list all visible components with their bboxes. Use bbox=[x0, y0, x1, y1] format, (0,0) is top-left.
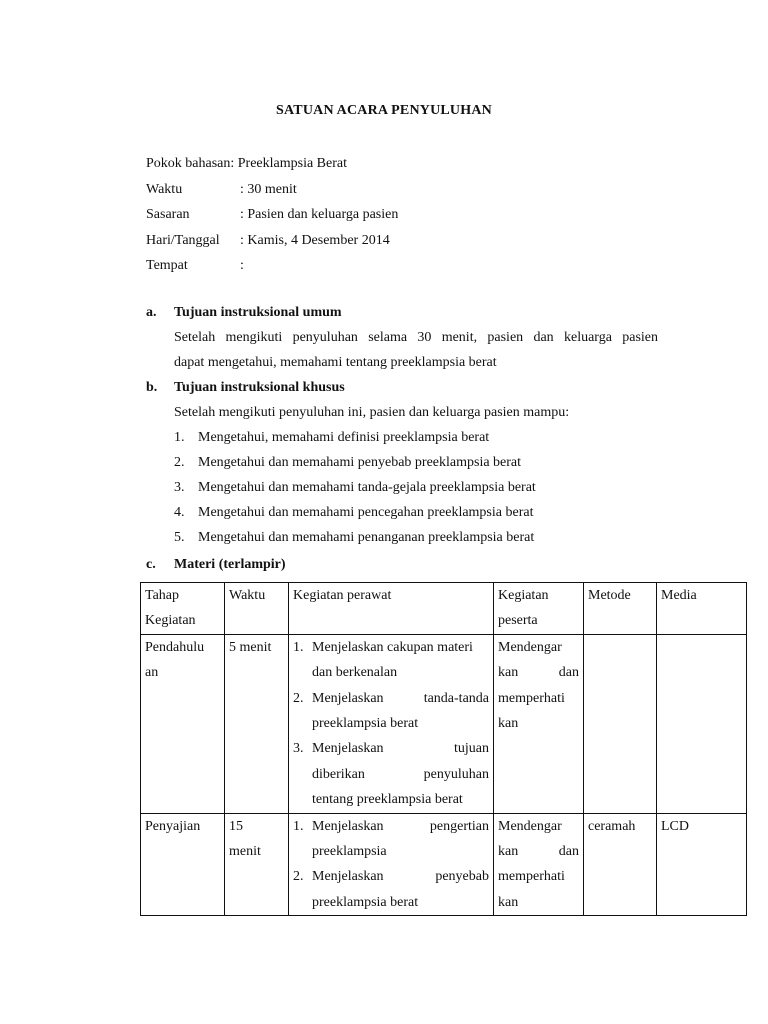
column-header-kegiatan-peserta bbox=[494, 583, 584, 635]
cell-line: Mendengar bbox=[498, 818, 562, 834]
cell-waktu bbox=[225, 634, 289, 813]
header-line: Kegiatan bbox=[498, 588, 549, 603]
header-line: Kegiatan bbox=[145, 613, 196, 629]
cell-media bbox=[657, 634, 747, 813]
activity-line: Menjelaskan pengertian bbox=[312, 818, 489, 834]
activity-number: 2. bbox=[293, 869, 304, 885]
document-title: SATUAN ACARA PENYULUHAN bbox=[276, 103, 492, 118]
cell-line: 15 bbox=[229, 818, 243, 834]
meta-row-tempat bbox=[146, 253, 398, 279]
activity-line: dan berkenalan bbox=[312, 665, 398, 681]
activity-number: 1. bbox=[293, 818, 304, 834]
cell-line: kan bbox=[498, 894, 519, 910]
section-letter: c. bbox=[146, 557, 156, 572]
column-header-waktu bbox=[225, 583, 289, 635]
cell-metode bbox=[584, 813, 657, 916]
column-header-metode bbox=[584, 583, 657, 635]
meta-row-hari-tanggal bbox=[146, 228, 398, 254]
list-text: Mengetahui dan memahami pencegahan preeklampsia berat bbox=[198, 505, 534, 520]
activity-number: 1. bbox=[293, 639, 304, 655]
cell-kegiatan-perawat bbox=[289, 634, 494, 813]
cell-line bbox=[661, 635, 742, 660]
section-heading-text: Tujuan instruksional khusus bbox=[174, 380, 345, 395]
list-text: Mengetahui dan memahami penanganan preeklampsia berat bbox=[198, 530, 535, 545]
list-text: Mengetahui, memahami definisi preeklampsia berat bbox=[198, 430, 490, 445]
cell-kegiatan-peserta bbox=[494, 634, 584, 813]
cell-kegiatan-peserta bbox=[494, 813, 584, 916]
meta-value: Preeklampsia Berat bbox=[237, 156, 348, 171]
table-row bbox=[141, 634, 747, 813]
list-item bbox=[174, 500, 658, 525]
paragraph-line: Setelah mengikuti penyuluhan selama 30 menit, pasien dan keluarga pasien bbox=[174, 330, 658, 345]
cell-line: an bbox=[145, 665, 159, 681]
header-line: Metode bbox=[588, 588, 631, 603]
section-heading-text: Tujuan instruksional umum bbox=[174, 305, 342, 320]
cell-line: memperhati bbox=[498, 869, 565, 885]
meta-value: : Kamis, 4 Desember 2014 bbox=[240, 232, 390, 248]
list-item bbox=[174, 475, 658, 500]
list-number: 4. bbox=[174, 505, 185, 520]
section-letter: a. bbox=[146, 305, 157, 320]
section-heading bbox=[146, 552, 658, 577]
list-item bbox=[174, 450, 658, 475]
activity-line: tentang preeklampsia berat bbox=[312, 792, 463, 808]
meta-key: Tempat bbox=[146, 258, 188, 273]
cell-line: ceramah bbox=[588, 818, 636, 834]
meta-row-sasaran bbox=[146, 202, 398, 228]
cell-line: Penyajian bbox=[145, 818, 201, 834]
cell-tahap bbox=[141, 634, 225, 813]
meta-key: Sasaran bbox=[146, 207, 190, 222]
activity-item bbox=[293, 864, 489, 915]
cell-tahap bbox=[141, 813, 225, 916]
activity-line: Menjelaskan tanda-tanda bbox=[312, 690, 489, 706]
header-line: Media bbox=[661, 588, 697, 603]
cell-waktu bbox=[225, 813, 289, 916]
activity-list bbox=[293, 814, 489, 916]
meta-row-pokok-bahasan bbox=[146, 151, 398, 177]
cell-line: memperhati bbox=[498, 690, 565, 706]
section-paragraph bbox=[174, 325, 658, 375]
section-heading bbox=[146, 375, 658, 400]
meta-value: : bbox=[240, 258, 244, 273]
cell-line: 5 menit bbox=[229, 639, 272, 655]
meta-value: : Pasien dan keluarga pasien bbox=[240, 207, 399, 222]
cell-line: kan dan bbox=[498, 843, 579, 859]
cell-metode bbox=[584, 634, 657, 813]
list-number: 2. bbox=[174, 455, 185, 470]
table-header-row bbox=[141, 583, 747, 635]
header-line: Kegiatan perawat bbox=[293, 588, 392, 603]
section-intro bbox=[174, 400, 658, 425]
meta-key: Hari/Tanggal bbox=[146, 232, 220, 248]
section-tujuan-umum bbox=[146, 300, 658, 375]
list-text: Mengetahui dan memahami penyebab preeklampsia berat bbox=[198, 455, 522, 470]
activity-item bbox=[293, 814, 489, 865]
activity-list bbox=[293, 635, 489, 813]
activity-table bbox=[140, 582, 747, 916]
activity-line: preeklampsia berat bbox=[312, 715, 419, 731]
activity-line: preeklampsia bbox=[312, 843, 387, 859]
cell-line: menit bbox=[229, 843, 261, 859]
meta-value: : 30 menit bbox=[240, 181, 297, 197]
section-letter: b. bbox=[146, 380, 158, 395]
header-line: Waktu bbox=[229, 588, 266, 603]
cell-kegiatan-perawat bbox=[289, 813, 494, 916]
header-line: peserta bbox=[498, 613, 538, 629]
activity-line: preeklampsia berat bbox=[312, 894, 419, 910]
table-row bbox=[141, 813, 747, 916]
column-header-kegiatan-perawat bbox=[289, 583, 494, 635]
activity-number: 2. bbox=[293, 690, 304, 706]
cell-line bbox=[588, 635, 652, 660]
list-text: Mengetahui dan memahami tanda-gejala preeklampsia berat bbox=[198, 480, 536, 495]
list-number: 3. bbox=[174, 480, 185, 495]
section-materi bbox=[146, 552, 658, 577]
cell-line: Mendengar bbox=[498, 639, 562, 655]
meta-key: Waktu bbox=[146, 181, 183, 197]
column-header-tahap bbox=[141, 583, 225, 635]
meta-block bbox=[146, 151, 398, 279]
cell-line: LCD bbox=[661, 818, 689, 834]
list-item bbox=[174, 525, 658, 550]
paragraph-line: Setelah mengikuti penyuluhan ini, pasien dan keluarga pasien mampu: bbox=[174, 405, 570, 420]
activity-item bbox=[293, 686, 489, 737]
activity-item bbox=[293, 635, 489, 686]
activity-line: Menjelaskan cakupan materi bbox=[312, 639, 473, 655]
section-heading-text: Materi (terlampir) bbox=[174, 557, 286, 572]
list-item bbox=[174, 425, 658, 450]
meta-row-waktu bbox=[146, 177, 398, 203]
activity-line: Menjelaskan penyebab bbox=[312, 869, 489, 885]
cell-line: kan bbox=[498, 715, 519, 731]
cell-line: kan dan bbox=[498, 665, 579, 681]
header-line: Tahap bbox=[145, 588, 180, 603]
column-header-media bbox=[657, 583, 747, 635]
objective-list bbox=[146, 425, 658, 550]
section-tujuan-khusus bbox=[146, 375, 658, 550]
activity-line: diberikan penyuluhan bbox=[312, 766, 489, 782]
meta-key: Pokok bahasan: bbox=[146, 156, 235, 171]
activity-line: Menjelaskan tujuan bbox=[312, 741, 489, 757]
cell-line: Pendahulu bbox=[145, 639, 205, 655]
list-number: 5. bbox=[174, 530, 185, 545]
cell-media bbox=[657, 813, 747, 916]
section-heading bbox=[146, 300, 658, 325]
activity-number: 3. bbox=[293, 741, 304, 757]
activity-item bbox=[293, 736, 489, 812]
paragraph-line: dapat mengetahui, memahami tentang preeklampsia berat bbox=[174, 355, 497, 370]
list-number: 1. bbox=[174, 430, 185, 445]
